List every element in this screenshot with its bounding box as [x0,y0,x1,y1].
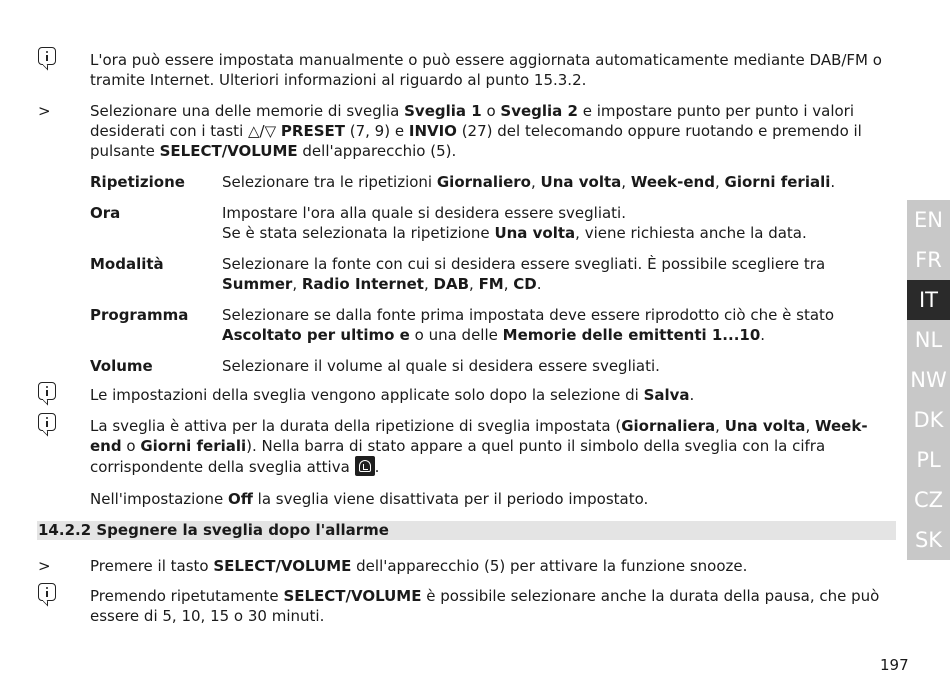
tab-fr[interactable]: FR [907,240,950,280]
page-number: 197 [880,656,909,674]
info-note-icon [38,583,56,601]
note-time-sync: L'ora può essere impostata manualmente o può essere aggiornata automaticamente mediante DAB/FM o tramite Internet. Ulteriori informazioni al riguardo al punto 15.3.2. [90,51,882,89]
note-alarm-active: La sveglia è attiva per la durata della ripetizione di sveglia impostata (Giornaliera, Una volta, Week-end o Giorni feriali). Nella barra di stato appare a quel punto il simbolo della sveglia con la cifra corrispondente della sveglia attiva . [90,417,868,476]
tab-it[interactable]: IT [907,280,950,320]
def-term-repetition: Ripetizione [90,173,185,191]
alarm-clock-icon [355,456,375,476]
def-term-volume: Volume [90,357,153,375]
def-desc-volume: Selezionare il volume al quale si desidera essere svegliati. [222,357,660,375]
tab-en[interactable]: EN [907,200,950,240]
def-term-mode: Modalità [90,255,164,273]
info-note-icon [38,413,56,431]
note-snooze-duration: Premendo ripetutamente SELECT/VOLUME è possibile selezionare anche la durata della pausa, che può essere di 5, 10, 15 o 30 minuti. [90,587,880,625]
def-desc-program: Selezionare se dalla fonte prima impostata deve essere riprodotto ciò che è stato Ascoltato per ultimo e o una delle Memorie delle emittenti 1...10. [222,306,835,344]
tab-cz[interactable]: CZ [907,480,950,520]
def-term-program: Programma [90,306,189,324]
note-save: Le impostazioni della sveglia vengono applicate solo dopo la selezione di Salva. [90,386,695,404]
step-marker: > [38,557,51,575]
step-select-alarm: Selezionare una delle memorie di sveglia Sveglia 1 o Sveglia 2 e impostare punto per punto i valori desiderati con i tasti △/▽ PRESET (7, 9) e INVIO (27) del telecomando oppure ruotando e premendo il pulsante SELECT/VOLUME dell'apparecchio (5). [90,102,862,160]
language-tabs [907,200,950,560]
tab-nw[interactable]: NW [907,360,950,400]
step-marker: > [38,102,51,120]
info-note-icon [38,47,56,65]
tab-nl[interactable]: NL [907,320,950,360]
tab-sk[interactable]: SK [907,520,950,560]
tab-dk[interactable]: DK [907,400,950,440]
def-desc-time: Impostare l'ora alla quale si desidera essere svegliati. Se è stata selezionata la ripetizione Una volta, viene richiesta anche la data. [222,204,807,242]
note-alarm-off: Nell'impostazione Off la sveglia viene disattivata per il periodo impostato. [90,490,649,508]
def-term-time: Ora [90,204,121,222]
info-note-icon [38,382,56,400]
tab-pl[interactable]: PL [907,440,950,480]
def-desc-mode: Selezionare la fonte con cui si desidera essere svegliati. È possibile scegliere tra Summer, Radio Internet, DAB, FM, CD. [222,255,826,293]
step-snooze: Premere il tasto SELECT/VOLUME dell'apparecchio (5) per attivare la funzione snooze. [90,557,748,575]
def-desc-repetition: Selezionare tra le ripetizioni Giornaliero, Una volta, Week-end, Giorni feriali. [222,173,836,191]
section-heading: 14.2.2 Spegnere la sveglia dopo l'allarme [37,521,896,540]
